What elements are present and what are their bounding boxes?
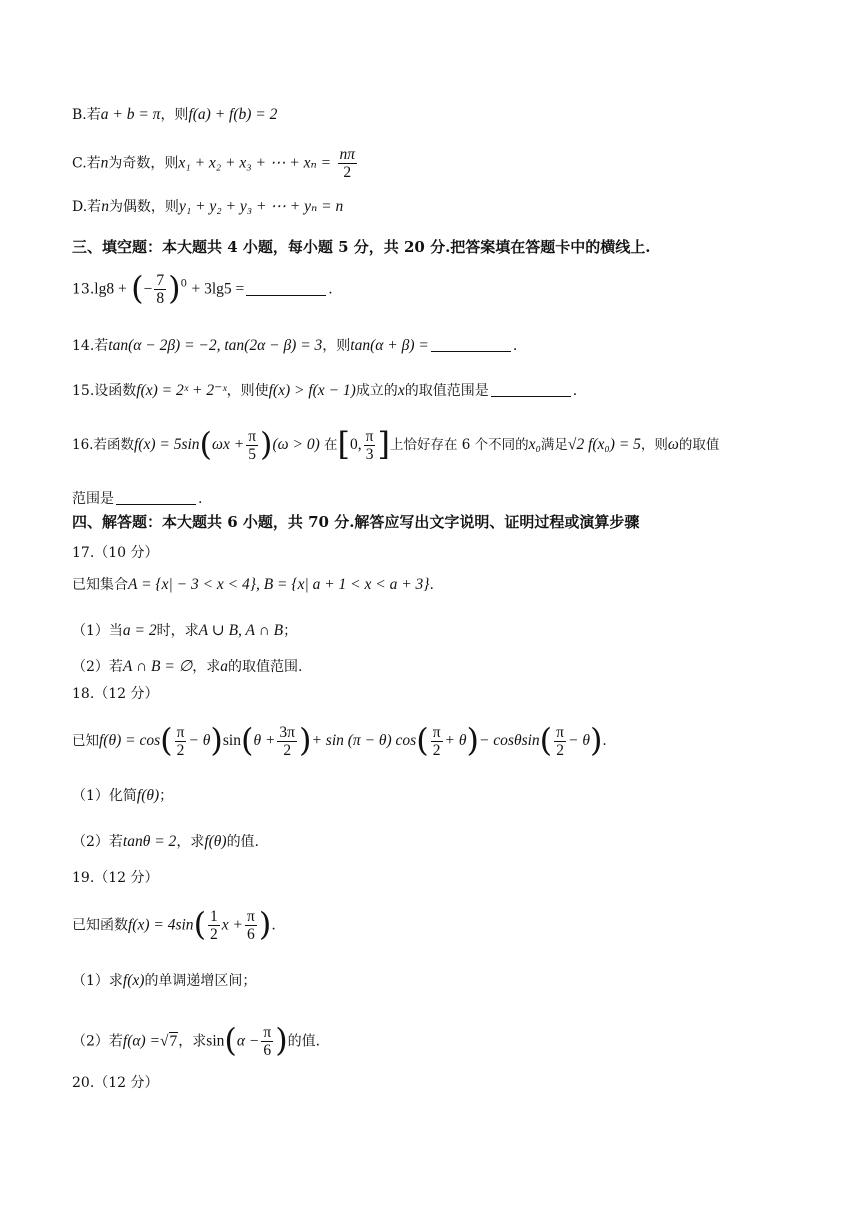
q19-pi: π: [247, 908, 255, 925]
left-bracket: [: [337, 424, 351, 463]
q16-pi-over-3: [364, 428, 376, 463]
q18-2-label: （2）若: [72, 834, 123, 850]
q16-then: ，则: [640, 437, 668, 454]
right-paren: ): [298, 720, 312, 759]
option-c-odd: 为奇数，则: [108, 155, 179, 172]
left-paren: (: [160, 720, 173, 759]
right-paren: ): [258, 904, 272, 943]
q19-2-sin: sin: [206, 1032, 225, 1050]
q16-mid: 上恰好存在 6 个不同的: [389, 437, 529, 454]
q13-num: 7: [156, 272, 165, 289]
q17-2-end: 的取值范围.: [227, 659, 303, 675]
q17-statement: [72, 576, 820, 595]
q18-p2: 3π: [279, 724, 295, 741]
q18-t2a: θ +: [253, 732, 276, 750]
q17-1-math: a = 2: [122, 622, 157, 639]
q15-answer-blank[interactable]: [491, 382, 571, 397]
q19-1-label: （1）求: [72, 973, 123, 989]
q19-2-math: f(α) =: [122, 1032, 161, 1050]
q18-part-1: [72, 787, 820, 806]
q18-frac-4: [554, 724, 566, 759]
q14-label: 14.若: [72, 338, 109, 354]
q16-five: 5: [248, 446, 256, 464]
q18-frac-2: [277, 724, 297, 759]
question-16: [72, 424, 820, 464]
q18-minus: − cosθsin: [478, 732, 540, 750]
sqrt-symbol: √: [567, 436, 577, 454]
q18-2-end: 的值.: [226, 834, 260, 850]
q16-three: 3: [365, 446, 374, 464]
q19-end: .: [271, 917, 276, 934]
q18-d3: 2: [432, 742, 441, 760]
q17-2-math: A ∩ B = ∅: [122, 658, 193, 675]
option-c-den: 2: [343, 164, 352, 182]
q17-1-label: （1）当: [72, 623, 123, 639]
q17-part-2: [72, 658, 820, 677]
q13-den: 8: [156, 290, 165, 308]
q16-omega: ω: [667, 436, 679, 454]
q18-p3: π: [432, 724, 441, 741]
q15-end: .: [572, 383, 578, 399]
right-bracket: ]: [377, 424, 390, 463]
option-b-then: ，则: [160, 107, 189, 123]
q13-math-b: + 3lg5 =: [191, 280, 245, 298]
q15-label: 15.设函数: [72, 383, 137, 399]
q17-1-end: ；: [283, 623, 298, 639]
q13-fraction: [154, 272, 166, 307]
right-paren: ): [466, 720, 479, 759]
q19-2-mid: ，求: [178, 1033, 207, 1050]
q15-tail: 的取值范围是: [404, 383, 489, 399]
q18-end: .: [602, 733, 607, 750]
q18-sin: sin: [222, 732, 241, 750]
q16-equation: 2 f(x₀) = 5: [576, 436, 641, 454]
sqrt-symbol: √: [160, 1032, 169, 1050]
q19-half: [208, 908, 220, 943]
right-paren: ): [589, 720, 603, 759]
q19-2-a: α −: [236, 1032, 260, 1050]
q16-label: 16.若函数: [72, 437, 134, 454]
question-13: [72, 268, 820, 308]
q18-p4: π: [556, 724, 564, 741]
q13-math-a: lg8 +: [94, 280, 127, 298]
q18-1-end: ；: [159, 788, 174, 804]
q18-p1: π: [176, 724, 185, 741]
left-paren: (: [416, 720, 429, 759]
q14-answer-blank[interactable]: [431, 337, 511, 352]
q17-pre: 已知集合: [72, 577, 128, 593]
q14-then: ，则: [322, 338, 351, 354]
q16-math-b: ωx +: [212, 436, 245, 454]
q19-pre: 已知函数: [72, 917, 128, 934]
option-c-n: n: [100, 154, 109, 172]
q17-math: A = {x| − 3 < x < 4}, B = {x| a + 1 < x < a + 3}: [128, 576, 430, 593]
q13-label: 13.: [72, 281, 95, 298]
q19-statement: [72, 904, 820, 944]
right-paren: ): [210, 720, 223, 759]
q15-var: x: [397, 382, 405, 399]
q15-inequality: f(x) > f(x − 1): [268, 382, 356, 399]
q17-part-1: [72, 622, 820, 641]
right-paren: ): [275, 1020, 288, 1059]
option-d-label: D.若: [72, 199, 102, 215]
option-d: [72, 198, 820, 217]
q17-2-label: （2）若: [72, 659, 123, 675]
q14-ask: tan(α + β) =: [350, 337, 429, 354]
q16-satisfy: 满足: [540, 437, 568, 454]
option-c-num: nπ: [339, 146, 356, 163]
q16-answer-blank[interactable]: [116, 490, 196, 505]
q18-frac-1: [175, 724, 187, 759]
q19-1-math: f(x): [122, 972, 145, 989]
option-b-result: f(a) + f(b) = 2: [188, 106, 278, 123]
q15-then: ，则使: [226, 383, 269, 399]
q14-math: tan(α − 2β) = −2, tan(2α − β) = 3: [108, 337, 323, 354]
q16-cont: 范围是: [72, 491, 114, 507]
q19-pi-over-6: [245, 908, 257, 943]
q18-statement: [72, 720, 820, 760]
q16-pi-2: π: [365, 428, 374, 445]
q19-part-1: [72, 972, 820, 991]
q16-condition: (ω > 0): [272, 436, 320, 454]
q16-end: .: [198, 491, 203, 507]
q13-answer-blank[interactable]: [246, 281, 326, 296]
option-b: [72, 106, 820, 125]
q16-tail: 的取值: [678, 437, 720, 454]
q18-d1: 2: [176, 742, 185, 760]
section-4-heading: 四、解答题：本大题共 6 小题，共 70 分.解答应写出文字说明、证明过程或演算步骤: [72, 513, 640, 531]
q19-lhs: f(x) = 4sin: [128, 916, 194, 934]
q19-2-pi-over-6: [261, 1024, 273, 1059]
left-paren: (: [199, 424, 213, 463]
q19-2-label: （2）若: [72, 1033, 123, 1050]
q18-lhs: f(θ) = cos: [99, 732, 161, 750]
option-b-condition: a + b = π: [100, 106, 161, 123]
option-c: [72, 146, 820, 181]
q18-d4: 2: [556, 742, 564, 760]
option-c-sum: x₁ + x₂ + x₃ + ⋯ + xₙ =: [178, 154, 332, 172]
question-15: [72, 382, 820, 401]
q19-2-six: 6: [263, 1042, 272, 1060]
option-d-even: 为偶数，则: [108, 199, 179, 215]
q19-2-sqrt-arg: 7: [169, 1032, 178, 1050]
question-16-continued: [72, 490, 820, 508]
q18-2-ask: f(θ): [204, 833, 227, 850]
q15-math: f(x) = 2ˣ + 2⁻ˣ: [136, 382, 227, 399]
q18-part-2: [72, 833, 820, 852]
q18-heading: 18.（12 分）: [72, 686, 159, 702]
q18-2-math: tanθ = 2: [122, 833, 177, 850]
q17-1-ask: A ∪ B, A ∩ B: [198, 622, 284, 639]
q17-2-mid: ，求: [192, 659, 221, 675]
q17-end: .: [429, 577, 434, 593]
q15-rest: 成立的: [355, 383, 398, 399]
q16-pi: π: [248, 428, 257, 445]
q13-exponent: 0: [180, 278, 187, 290]
q19-part-2: [72, 1020, 820, 1060]
q17-1-mid: 时，求: [156, 623, 199, 639]
q19-x: x +: [221, 916, 244, 934]
q18-frac-3: [431, 724, 443, 759]
q16-in: 在: [324, 437, 338, 454]
q17-heading: 17.（10 分）: [72, 545, 159, 561]
option-d-n: n: [101, 198, 109, 215]
question-14: [72, 337, 820, 356]
q18-1-math: f(θ): [136, 787, 160, 804]
q13-end: .: [328, 281, 333, 298]
q16-pi-over-5: [246, 428, 258, 463]
option-c-fraction: [338, 146, 358, 181]
q19-six: 6: [247, 926, 255, 944]
left-paren: (: [193, 904, 207, 943]
q17-2-var: a: [220, 658, 228, 675]
option-b-label: B.若: [72, 107, 101, 123]
minus-sign: −: [143, 280, 153, 298]
right-paren: ): [260, 424, 273, 463]
section-3-heading: 三、填空题：本大题共 4 小题，每小题 5 分，共 20 分.把答案填在答题卡中的横线上.: [72, 238, 651, 256]
q18-d2: 2: [283, 742, 292, 760]
left-paren: (: [131, 268, 144, 307]
left-paren: (: [240, 720, 254, 759]
right-paren: ): [168, 268, 181, 307]
left-paren: (: [539, 720, 553, 759]
q18-2-mid: ，求: [176, 834, 205, 850]
q19-heading: 19.（12 分）: [72, 870, 159, 886]
q19-1-end: 的单调递增区间；: [144, 973, 257, 989]
q19-2-end: 的值.: [287, 1033, 321, 1050]
q18-t3: + θ: [444, 732, 467, 750]
q20-heading: 20.（12 分）: [72, 1075, 159, 1091]
q14-end: .: [512, 338, 518, 354]
q18-t4: − θ: [567, 732, 590, 750]
option-d-sum: y₁ + y₂ + y₃ + ⋯ + yₙ = n: [178, 198, 344, 215]
q16-x0: x₀: [528, 436, 541, 454]
q18-mid: + sin (π − θ) cos: [311, 732, 417, 750]
q16-math-a: f(x) = 5sin: [133, 436, 200, 454]
q19-2-pi: π: [263, 1024, 272, 1041]
option-c-label: C.若: [72, 155, 101, 172]
q18-1-label: （1）化简: [72, 788, 137, 804]
q18-pre: 已知: [72, 733, 99, 750]
q19-n1: 1: [210, 908, 218, 925]
q18-t1: − θ: [188, 732, 211, 750]
q16-interval-start: 0,: [350, 436, 362, 454]
q19-d1: 2: [210, 926, 218, 944]
left-paren: (: [224, 1020, 237, 1059]
